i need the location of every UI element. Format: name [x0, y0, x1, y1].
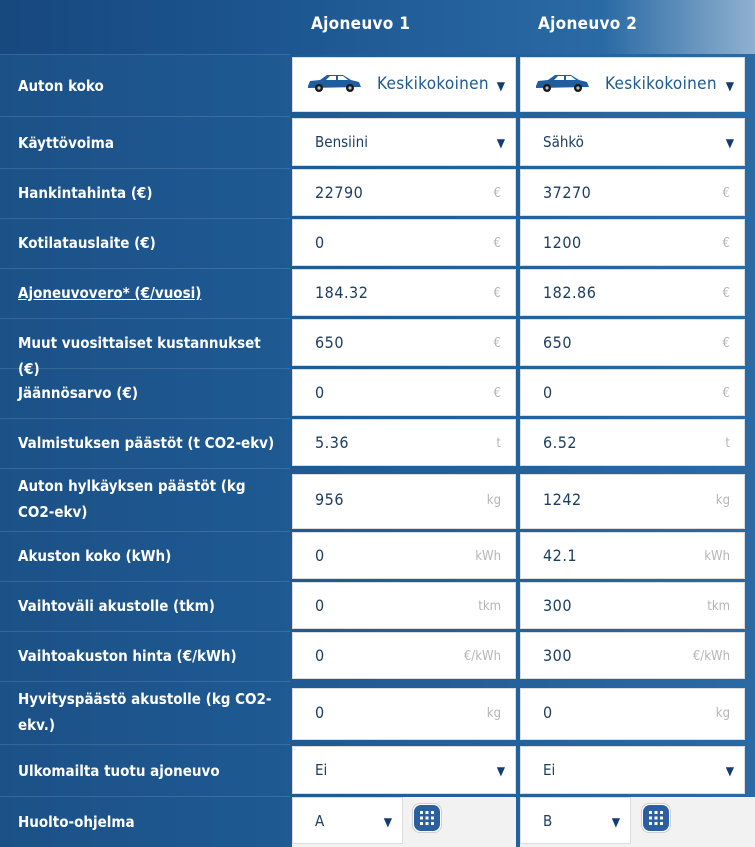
row-label: Vaihtoakuston hinta (€/kWh): [18, 647, 237, 665]
imported-value-2: Ei: [543, 761, 556, 779]
input-2[interactable]: [520, 319, 745, 366]
input-2[interactable]: [520, 169, 745, 216]
service-select-1[interactable]: [292, 797, 403, 844]
input-2[interactable]: [520, 419, 745, 466]
imported-select-1[interactable]: [292, 746, 516, 794]
input-1[interactable]: [292, 582, 516, 629]
input-value: 0: [315, 703, 325, 722]
input-value: 6.52: [543, 433, 578, 452]
unit-label: €: [493, 386, 501, 401]
chevron-down-icon: ▼: [496, 136, 505, 150]
input-value: 0: [543, 703, 553, 722]
input-value: 300: [543, 646, 572, 665]
input-2[interactable]: [520, 688, 745, 740]
row-label: Muut vuosittaiset kustannukset (€): [18, 334, 261, 378]
input-1[interactable]: [292, 219, 516, 266]
unit-label: t: [496, 436, 501, 451]
car-size-label: Auton koko: [18, 77, 104, 95]
chevron-down-icon: ▼: [725, 136, 734, 150]
input-value: 0: [543, 383, 553, 402]
input-value: 5.36: [315, 433, 350, 452]
input-1[interactable]: [292, 269, 516, 316]
vehicle-tax-link[interactable]: Ajoneuvovero* (€/vuosi): [18, 284, 202, 302]
unit-label: €/kWh: [692, 649, 730, 664]
input-2[interactable]: [520, 532, 745, 579]
vehicle1-heading: Ajoneuvo 1: [311, 14, 411, 34]
unit-label: €: [722, 186, 730, 201]
car-size-value-2: Keskikokoinen: [605, 74, 717, 94]
service-value-2: B: [543, 812, 553, 830]
row-label: Akuston koko (kWh): [18, 547, 172, 565]
row-label: Hankintahinta (€): [18, 184, 153, 202]
input-value: 184.32: [315, 283, 369, 302]
grid-icon[interactable]: [412, 803, 442, 833]
imported-select-2[interactable]: [520, 746, 745, 794]
unit-label: €: [493, 286, 501, 301]
unit-label: kWh: [475, 549, 501, 564]
service-value-1: A: [315, 812, 325, 830]
input-1[interactable]: [292, 369, 516, 416]
input-1[interactable]: [292, 474, 516, 529]
unit-label: €: [722, 236, 730, 251]
input-value: 37270: [543, 183, 592, 202]
input-value: 1200: [543, 233, 582, 252]
chevron-down-icon: ▼: [611, 815, 620, 829]
input-value: 0: [315, 646, 325, 665]
input-value: 42.1: [543, 546, 578, 565]
unit-label: €: [722, 286, 730, 301]
unit-label: kg: [715, 706, 730, 721]
input-2[interactable]: [520, 269, 745, 316]
car-size-value-1: Keskikokoinen: [377, 74, 489, 94]
unit-label: €: [493, 236, 501, 251]
fuel-select-1[interactable]: [292, 118, 516, 166]
input-value: 0: [315, 383, 325, 402]
row-label: Jäännösarvo (€): [18, 384, 138, 402]
chevron-down-icon: ▼: [383, 815, 392, 829]
input-1[interactable]: [292, 632, 516, 679]
input-value: 182.86: [543, 283, 597, 302]
chevron-down-icon: ▼: [496, 764, 505, 778]
row-label: Valmistuksen päästöt (t CO2-ekv): [18, 434, 275, 452]
car-size-select-2[interactable]: [520, 57, 745, 112]
unit-label: €: [493, 186, 501, 201]
row-label: Kotilatauslaite (€): [18, 234, 156, 252]
unit-label: kWh: [704, 549, 730, 564]
unit-label: €: [722, 336, 730, 351]
grid-icon[interactable]: [641, 803, 671, 833]
vehicle2-heading: Ajoneuvo 2: [538, 14, 638, 34]
input-2[interactable]: [520, 632, 745, 679]
fuel-value-1: Bensiini: [315, 133, 368, 151]
input-2[interactable]: [520, 219, 745, 266]
input-1[interactable]: [292, 169, 516, 216]
input-value: 0: [315, 233, 325, 252]
input-1[interactable]: [292, 419, 516, 466]
fuel-select-2[interactable]: [520, 118, 745, 166]
fuel-label: Käyttövoima: [18, 134, 114, 152]
input-1[interactable]: [292, 319, 516, 366]
input-value: 22790: [315, 183, 364, 202]
input-value: 300: [543, 596, 572, 615]
input-value: 650: [315, 333, 344, 352]
unit-label: tkm: [707, 599, 730, 614]
car-icon: [533, 72, 591, 94]
input-value: 956: [315, 490, 344, 509]
row-label: Vaihtoväli akustolle (tkm): [18, 597, 215, 615]
input-value: 0: [315, 596, 325, 615]
input-value: 650: [543, 333, 572, 352]
input-2[interactable]: [520, 369, 745, 416]
unit-label: tkm: [478, 599, 501, 614]
service-label: Huolto-ohjelma: [18, 813, 135, 831]
unit-label: t: [725, 436, 730, 451]
car-icon: [305, 72, 363, 94]
input-2[interactable]: [520, 582, 745, 629]
unit-label: €/kWh: [463, 649, 501, 664]
unit-label: kg: [486, 493, 501, 508]
input-2[interactable]: [520, 474, 745, 529]
imported-label: Ulkomailta tuotu ajoneuvo: [18, 762, 220, 780]
service-select-2[interactable]: [520, 797, 631, 844]
header-bar: [0, 0, 755, 54]
row-label: Auton hylkäyksen päästöt (kg CO2-ekv): [18, 477, 246, 521]
row-label: Hyvityspäästö akustolle (kg CO2-ekv.): [18, 690, 272, 734]
unit-label: €: [722, 386, 730, 401]
unit-label: €: [493, 336, 501, 351]
unit-label: kg: [486, 706, 501, 721]
fuel-value-2: Sähkö: [543, 133, 584, 151]
input-value: 1242: [543, 490, 582, 509]
input-value: 0: [315, 546, 325, 565]
imported-value-1: Ei: [315, 761, 328, 779]
car-size-select-1[interactable]: [292, 57, 516, 112]
chevron-down-icon: ▼: [725, 764, 734, 778]
unit-label: kg: [715, 493, 730, 508]
input-1[interactable]: [292, 532, 516, 579]
chevron-down-icon: ▼: [725, 79, 734, 93]
input-1[interactable]: [292, 688, 516, 740]
chevron-down-icon: ▼: [496, 79, 505, 93]
